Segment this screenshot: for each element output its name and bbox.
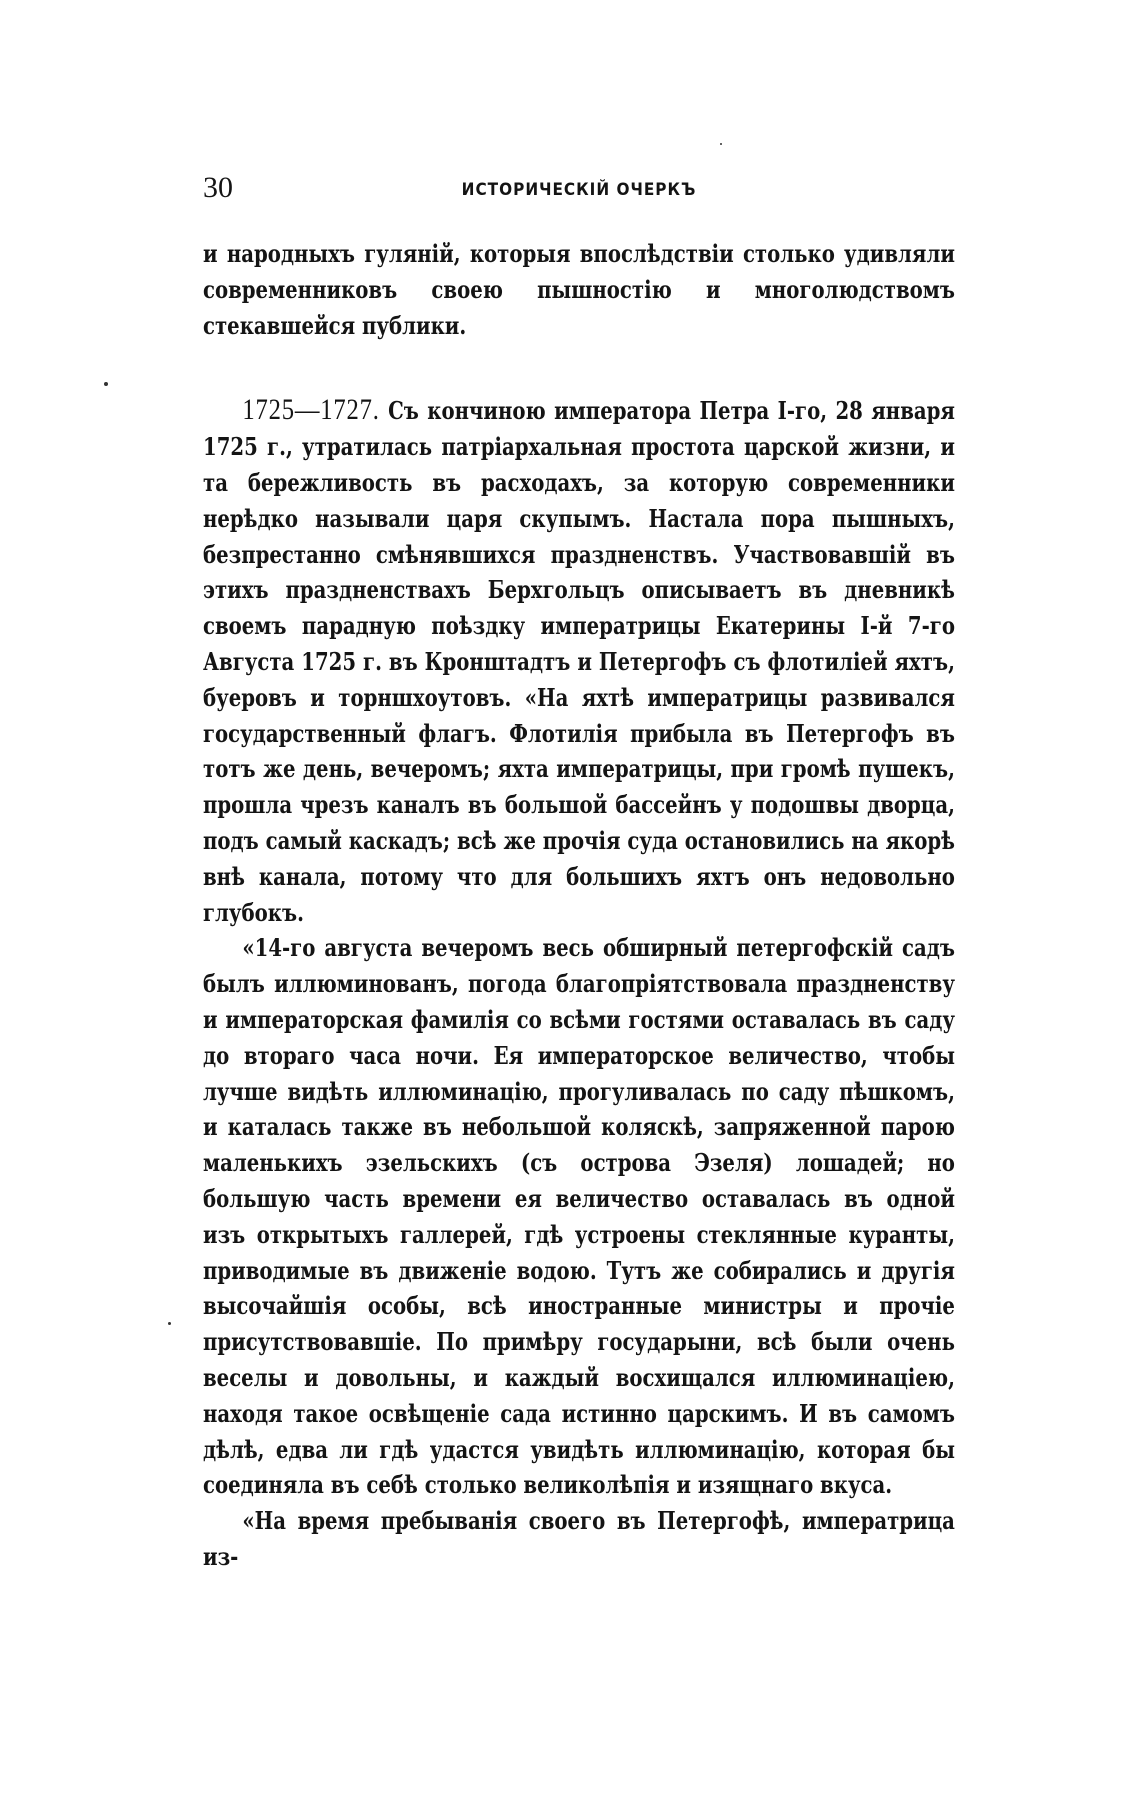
scan-speck	[104, 382, 108, 386]
paragraph-4: «На время пребыванія своего въ Петергофѣ, императрица из-	[203, 1506, 955, 1571]
section-gap	[203, 343, 955, 392]
running-head: ИСТОРИЧЕСКІЙ ОЧЕРКЪ	[461, 180, 697, 200]
scan-speck	[168, 1322, 171, 1325]
paragraph-2	[203, 392, 955, 930]
year-range-heading: 1725—1727.	[242, 393, 380, 427]
paragraph-2-text: Съ кончиною императора Петра I-го, 28 января 1725 г., утратилась патріархальная простота царской жизни, и та бережливость въ расходахъ, за которую современники нерѣдко называли царя скупымъ. Настала пора пышныхъ, безпрестанно смѣнявшихся праздненствъ. Участвовавшій въ этихъ праздненствахъ Берхгольцъ описываетъ въ дневникѣ своемъ парадную поѣздку императрицы Екатерины І-й 7-го Августа 1725 г. въ Кронштадтъ и Петергофъ съ флотиліей яхтъ, буеровъ и торншхоутовъ. «На яхтѣ императрицы развивался государственный флагъ. Флотилія прибыла въ Петергофъ въ тотъ же день, вечеромъ; яхта императрицы, при громѣ пушекъ, прошла чрезъ каналъ въ большой бассейнъ у подошвы дворца, подъ самый каскадъ; всѣ же прочія суда остановились на якорѣ внѣ канала, потому что для большихъ яхтъ онъ недовольно глубокъ.	[203, 396, 955, 927]
scan-speck	[720, 143, 722, 145]
page-header	[203, 170, 955, 210]
page-number: 30	[203, 171, 233, 204]
paragraph-3: «14-го августа вечеромъ весь обширный петергофскій садъ былъ иллюминованъ, погода благопріятствовала праздненству и императорская фамилія со всѣми гостями оставалась въ саду до втораго часа ночи. Ея императорское величество, чтобы лучше видѣть иллюминацію, прогуливалась по саду пѣшкомъ, и каталась также въ небольшой коляскѣ, запряженной парою маленькихъ эзельскихъ (съ острова Эзеля) лошадей; но большую часть времени ея величество оставалась въ одной изъ открытыхъ галлерей, гдѣ устроены стеклянные куранты, приводимые въ движеніе водою. Тутъ же собирались и другія высочайшія особы, всѣ иностранные министры и прочіе присутствовавшіе. По примѣру государыни, всѣ были очень веселы и довольны, и каждый восхищался иллюминаціею, находя такое освѣщеніе сада истинно царскимъ. И въ самомъ дѣлѣ, едва ли гдѣ удастся увидѣть иллюминацію, которая бы соединяла въ себѣ столько великолѣпія и изящнаго вкуса.	[203, 933, 955, 1500]
paragraph-1: и народныхъ гуляній, которыя впослѣдствіи столько удивляли современниковъ своею пышностію и многолюдствомъ стекавшейся публики.	[203, 239, 955, 340]
body-text	[203, 236, 955, 1575]
